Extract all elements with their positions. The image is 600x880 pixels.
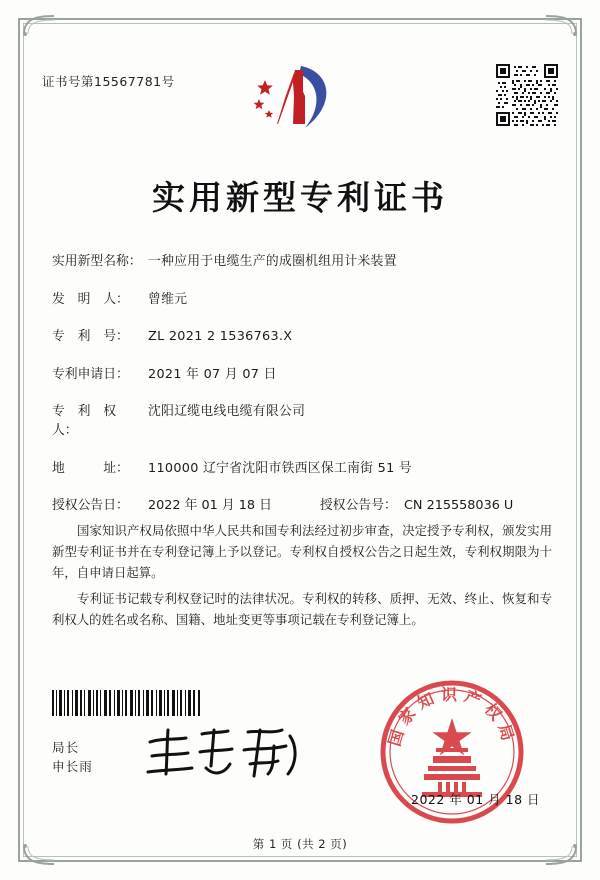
field-value: 2021 年 07 月 07 日 xyxy=(148,366,277,382)
paragraph-text: 国家知识产权局依照中华人民共和国专利法经过初步审查，决定授予专利权，颁发实用新型专利证书并在专利登记簿上予以登记。专利权自授权公告之日起生效，专利权期限为十年，自申请日起算。 xyxy=(52,523,552,580)
svg-text:国家知识产权局: 国家知识产权局 xyxy=(384,685,520,749)
field-address xyxy=(52,457,552,476)
field-inventor xyxy=(52,288,552,307)
field-value: ZL 2021 2 1536763.X xyxy=(148,329,293,344)
corner-ornament-icon xyxy=(22,14,56,36)
field-value: 110000 辽宁省沈阳市铁西区保工南街 51 号 xyxy=(148,460,412,476)
field-value: 2022 年 01 月 18 日 xyxy=(148,498,272,513)
field-label: 授权公告日： xyxy=(52,498,129,513)
cnipa-logo-icon xyxy=(245,62,355,134)
paragraph-legal-status xyxy=(52,588,552,630)
field-value: 一种应用于电缆生产的成圈机组用计米装置 xyxy=(148,254,397,269)
field-value: 沈阳辽缆电线电缆有限公司 xyxy=(148,404,306,419)
field-label: 专 利 号： xyxy=(52,329,129,344)
field-grant-date xyxy=(52,494,320,513)
field-patentee xyxy=(52,400,552,438)
field-label: 发 明 人： xyxy=(52,291,129,307)
page-title: 实用新型专利证书 xyxy=(152,178,448,217)
field-grant-row xyxy=(52,494,552,513)
field-announcement-number xyxy=(320,494,513,513)
certificate-fields xyxy=(52,250,552,513)
qr-code-icon xyxy=(496,64,558,126)
barcode-icon xyxy=(52,690,202,716)
page-footer: 第 1 页 (共 2 页) xyxy=(252,837,348,851)
field-label: 专 利 权 人： xyxy=(52,404,129,438)
field-value: CN 215558036 U xyxy=(404,498,514,513)
director-title: 局长 xyxy=(52,740,80,755)
corner-ornament-icon xyxy=(544,14,578,36)
field-value: 曾维元 xyxy=(148,291,188,307)
field-invention-name xyxy=(52,250,552,269)
field-label: 专利申请日： xyxy=(52,366,129,382)
seal-date: 2022 年 01 月 18 日 xyxy=(411,792,540,807)
paragraph-grant-notice xyxy=(52,520,552,583)
certificate-number: 证书号第15567781号 xyxy=(42,74,175,89)
field-label: 授权公告号： xyxy=(320,498,397,513)
field-label: 实用新型名称： xyxy=(52,254,142,269)
field-application-date xyxy=(52,363,552,382)
field-label: 地 址： xyxy=(52,460,129,476)
director-block xyxy=(52,738,93,776)
handwritten-signature-icon xyxy=(140,724,310,784)
field-patent-number xyxy=(52,325,552,344)
director-name: 申长雨 xyxy=(52,759,93,774)
paragraph-text: 专利证书记载专利权登记时的法律状况。专利权的转移、质押、无效、终止、恢复和专利权人的姓名或名称、国籍、地址变更等事项记载在专利登记簿上。 xyxy=(52,591,552,627)
